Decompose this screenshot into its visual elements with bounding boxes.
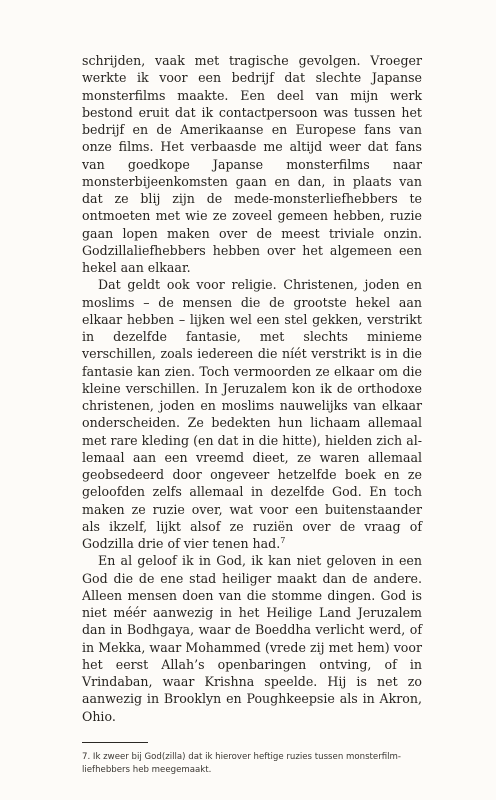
footnote-reference: 7	[280, 535, 286, 545]
paragraph-2-text: Dat geldt ook voor religie. Christenen, joden en moslims – de mensen die de grootste hekel aan elkaar hebben – lijken wel een stel gekken, verstrikt in dezelfde fantasie, met slechts minieme verschillen, zoals iedereen die níét verstrikt is in die fantasie kan zien. Toch vermoorden ze elkaar om die kleine verschillen. In Jeruzalem kon ik de orthodoxe christenen, joden en moslims nauwelijks van elkaar onderscheiden. Ze bedekten hun lichaam allemaal met rare kleding (en dat in die hitte), hielden zich allemaal aan een vreemd dieet, ze waren allemaal geobsedeerd door ongeveer hetzelfde boek en ze geloofden zelfs allemaal in dezelfde God. En toch maken ze ruzie over, wat voor een buitenstaander als ikzelf, lijkt alsof ze ruziën over de vraag of Godzilla drie of vier tenen had.	[82, 277, 422, 551]
footnote-divider	[82, 742, 148, 743]
book-page	[82, 52, 422, 777]
footnote-7: 7. Ik zweer bij God(zilla) dat ik hierover heftige ruzies tussen monsterfilm-liefhebbers heb meegemaakt.	[82, 751, 402, 775]
body-paragraph-3: En al geloof ik in God, ik kan niet geloven in een God die de ene stad heiliger maakt dan de andere. Alleen mensen doen van die stomme dingen. God is niet méér aanwezig in het Heilige Land Jeruzalem dan in Bodhgaya, waar de Boeddha verlicht werd, of in Mekka, waar Mohammed (vrede zij met hem) voor het eerst Allah’s openbaringen ontving, of in Vrindaban, waar Krishna speelde. Hij is net zo aanwezig in Brooklyn en Poughkeepsie als in Akron, Ohio.	[82, 553, 422, 724]
body-paragraph-1: schrijden, vaak met tragische gevolgen. Vroeger werkte ik voor een bedrijf dat slechte Japanse monsterfilms maakte. Een deel van mijn werk bestond eruit dat ik contactpersoon was tussen het bedrijf en de Amerikaanse en Europese fans van onze films. Het verbaasde me altijd weer dat fans van goedkope Japanse monsterfilms naar monsterbijeenkomsten gaan en dan, in plaats van dat ze blij zijn de mede-monsterliefhebbers te ontmoeten met wie ze zoveel gemeen hebben, ruzie gaan lopen maken over de meest triviale onzin. Godzillaliefhebbers hebben over het algemeen een hekel aan elkaar.	[82, 53, 422, 275]
body-paragraph-2	[82, 276, 422, 552]
